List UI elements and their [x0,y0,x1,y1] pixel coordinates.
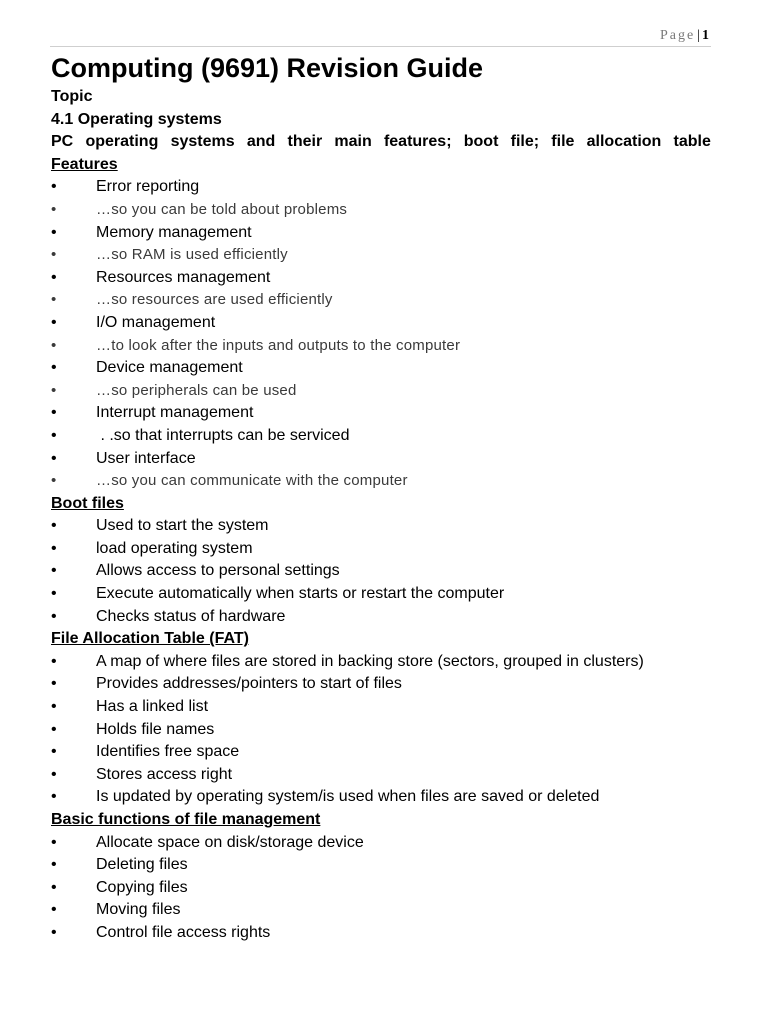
bullet-icon: • [51,743,57,761]
list-item [51,357,711,380]
list-item-text: …so you can be told about problems [96,200,348,218]
description-word: file; [510,133,540,151]
page-word: Page [659,28,696,43]
list-item [51,719,711,742]
list-item [51,651,711,674]
list-item [51,877,711,900]
list-item [51,470,711,493]
topic-name: 4.1 Operating systems [51,110,222,128]
bullet-icon: • [51,426,57,444]
description-word: allocation [586,133,662,151]
bullet-icon: • [51,404,57,422]
list-item-text: Stores access right [96,765,233,783]
list-item [51,673,711,696]
bullet-icon: • [51,765,57,783]
bullet-icon: • [51,607,57,625]
page-number-value: 1 [702,28,709,43]
list-item [51,560,711,583]
list-item-text: Error reporting [96,178,200,196]
list-item-text: …so peripherals can be used [96,381,297,399]
list-item [51,335,711,358]
boot-files-heading: Boot files [51,494,124,512]
bullet-icon: • [51,268,57,286]
bullet-icon: • [51,336,57,354]
description-word: their [287,133,323,151]
bullet-icon: • [51,698,57,716]
description-word: main [334,133,372,151]
list-item [51,425,711,448]
list-item [51,289,711,312]
list-item-text: …to look after the inputs and outputs to the computer [96,336,461,354]
list-item-text: User interface [96,449,196,467]
page-number [660,28,709,44]
description-word: and [246,133,276,151]
bullet-icon: • [51,246,57,264]
bullet-icon: • [51,788,57,806]
description-word: features; [383,133,452,151]
list-item-text: Resources management [96,268,271,286]
bullet-icon: • [51,381,57,399]
list-item-text: Checks status of hardware [96,607,286,625]
boot-files-list [51,515,711,628]
list-item [51,402,711,425]
list-item-text: . .so that interrupts can be serviced [96,426,350,444]
bullet-icon: • [51,901,57,919]
file-management-heading: Basic functions of file management [51,811,321,828]
list-item [51,832,711,855]
list-item-text: Deleting files [96,856,188,874]
list-item-text: Provides addresses/pointers to start of files [96,675,402,693]
bullet-icon: • [51,720,57,738]
bullet-icon: • [51,539,57,557]
fat-list [51,651,711,809]
list-item-text: Allocate space on disk/storage device [96,833,364,851]
list-item-text: Moving files [96,901,181,919]
description-word: systems [170,133,235,151]
list-item [51,222,711,245]
bullet-icon: • [51,223,57,241]
list-item [51,741,711,764]
document-body [51,50,711,945]
list-item [51,538,711,561]
list-item-text: Holds file names [96,720,215,738]
list-item-text: Control file access rights [96,923,271,941]
list-item [51,176,711,199]
bullet-icon: • [51,833,57,851]
list-item-text: Used to start the system [96,517,269,535]
bullet-icon: • [51,449,57,467]
page-separator: | [697,28,700,43]
bullet-icon: • [51,178,57,196]
bullet-icon: • [51,472,57,490]
features-list [51,176,711,492]
page-header [50,26,711,47]
bullet-icon: • [51,652,57,670]
list-item-text: Interrupt management [96,404,254,422]
bullet-icon: • [51,291,57,309]
list-item [51,922,711,945]
bullet-icon: • [51,878,57,896]
list-item-text: load operating system [96,539,253,557]
list-item-text: Execute automatically when starts or restart the computer [96,585,505,603]
document-title: Computing (9691) Revision Guide [51,53,484,83]
list-item [51,899,711,922]
fat-heading: File Allocation Table (FAT) [51,630,249,648]
list-item-text: Has a linked list [96,698,209,716]
list-item-text: A map of where files are stored in backing store (sectors, grouped in clusters) [96,652,644,670]
list-item [51,244,711,267]
description-word: operating [85,133,159,151]
list-item [51,606,711,629]
list-item [51,696,711,719]
list-item-text: Device management [96,359,243,377]
file-management-list [51,832,711,945]
description-word: file [551,133,575,151]
list-item-text: I/O management [96,313,216,331]
bullet-icon: • [51,562,57,580]
list-item-text: …so RAM is used efficiently [96,246,288,264]
list-item [51,380,711,403]
list-item-text: …so resources are used efficiently [96,291,333,309]
description-word: PC [51,133,74,151]
bullet-icon: • [51,856,57,874]
bullet-icon: • [51,313,57,331]
list-item-text: …so you can communicate with the computer [96,472,408,490]
description-word: table [673,133,711,151]
features-heading: Features [51,155,118,173]
list-item [51,764,711,787]
list-item [51,515,711,538]
list-item [51,854,711,877]
list-item [51,199,711,222]
list-item [51,448,711,471]
bullet-icon: • [51,517,57,535]
list-item-text: Allows access to personal settings [96,562,340,580]
list-item-text: Memory management [96,223,252,241]
list-item-text: Copying files [96,878,188,896]
bullet-icon: • [51,200,57,218]
description-word: boot [463,133,499,151]
topic-label: Topic [51,88,93,105]
topic-description [51,131,711,154]
bullet-icon: • [51,359,57,377]
list-item [51,786,711,809]
list-item [51,312,711,335]
bullet-icon: • [51,923,57,941]
bullet-icon: • [51,585,57,603]
list-item [51,267,711,290]
bullet-icon: • [51,675,57,693]
list-item [51,583,711,606]
list-item-text: Is updated by operating system/is used when files are saved or deleted [96,788,600,806]
list-item-text: Identifies free space [96,743,240,761]
